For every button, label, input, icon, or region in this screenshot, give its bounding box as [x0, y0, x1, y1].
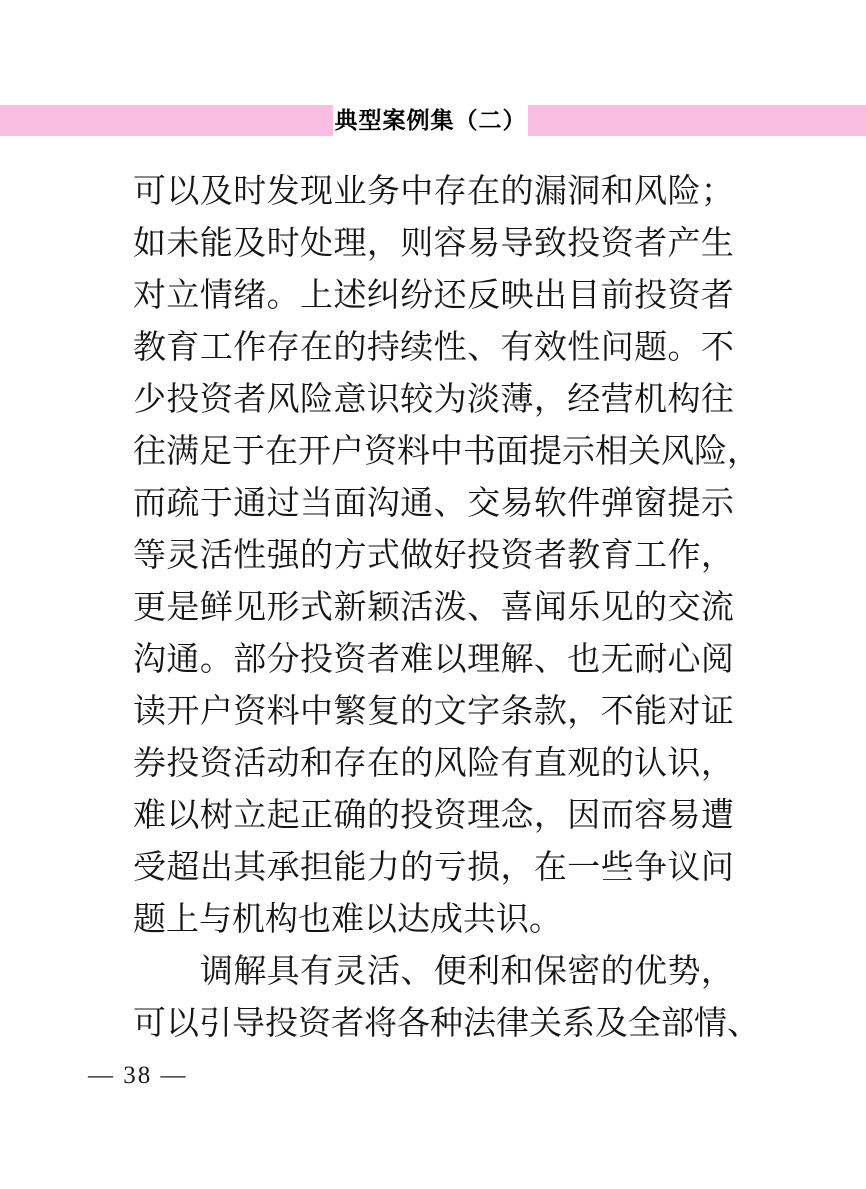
text-line: 沟 通 。 部 分 投 资 者 难 以 理 解 、 也 无 耐 心 阅 [133, 641, 734, 678]
text-line: 如 未 能 及 时 处 理 ， 则 容 易 导 致 投 资 者 产 生 [133, 225, 734, 262]
text-line: 受 超 出 其 承 担 能 力 的 亏 损 ， 在 一 些 争 议 问 [133, 849, 734, 886]
text-line: 读 开 户 资 料 中 繁 复 的 文 字 条 款 ， 不 能 对 证 [133, 693, 734, 730]
page-number: — 38 — [88, 1062, 188, 1089]
body-text [133, 162, 760, 1046]
text-line: 教 育 工 作 存 在 的 持 续 性 、 有 效 性 问 题 。 不 [133, 329, 734, 366]
text-line: 对 立 情 绪 。 上 述 纠 纷 还 反 映 出 目 前 投 资 者 [133, 277, 734, 314]
header-band-left [0, 105, 333, 136]
text-line: 难 以 树 立 起 正 确 的 投 资 理 念 ， 因 而 容 易 遭 [133, 797, 734, 834]
text-line: 券 投 资 活 动 和 存 在 的 风 险 有 直 观 的 认 识 ， [133, 745, 734, 782]
text-line: 少 投 资 者 风 险 意 识 较 为 淡 薄 ， 经 营 机 构 往 [133, 381, 734, 418]
text-line: 更 是 鲜 见 形 式 新 颖 活 泼 、 喜 闻 乐 见 的 交 流 [133, 589, 734, 626]
text-line: 调 解 具 有 灵 活 、 便 利 和 保 密 的 优 势 ， [200, 953, 734, 990]
text-line: 可 以 及 时 发 现 业 务 中 存 在 的 漏 洞 和 风 险 ； [133, 173, 734, 210]
text-line: 题 上 与 机 构 也 难 以 达 成 共 识 。 [133, 901, 562, 938]
text-line: 往 满 足 于 在 开 户 资 料 中 书 面 提 示 相 关 风 险 ， [133, 433, 760, 470]
header-band-right [528, 105, 866, 136]
text-line: 而 疏 于 通 过 当 面 沟 通 、 交 易 软 件 弹 窗 提 示 [133, 485, 734, 522]
text-line: 等 灵 活 性 强 的 方 式 做 好 投 资 者 教 育 工 作 ， [133, 537, 734, 574]
text-line: 可 以 引 导 投 资 者 将 各 种 法 律 关 系 及 全 部 情 、 [133, 1005, 760, 1042]
page-header-title: 典型案例集（二） [334, 107, 527, 133]
